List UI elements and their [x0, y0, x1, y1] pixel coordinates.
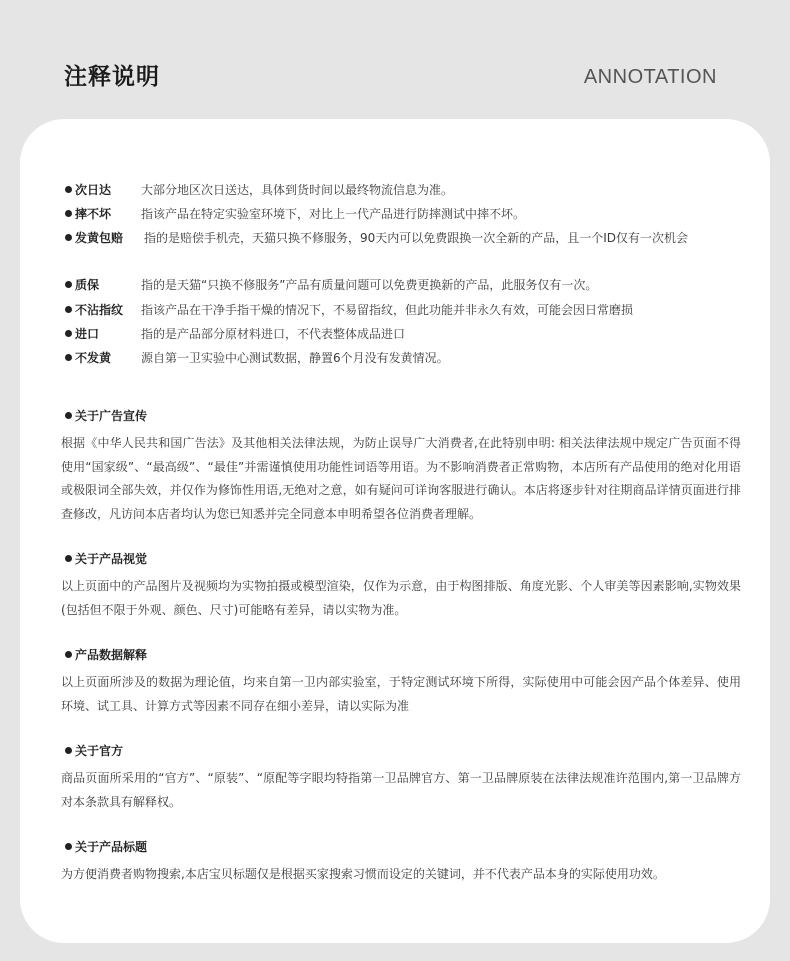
- bullet-icon: [65, 412, 72, 419]
- section-text: 为方便消费者购物搜索,本店宝贝标题仅是根据买家搜索习惯而设定的关键词，并不代表产品本身的实际使用功效。: [61, 867, 665, 881]
- bullet-icon: [65, 747, 72, 754]
- term-desc: 指的是产品部分原材料进口，不代表整体成品进口: [141, 327, 406, 341]
- section-title: 关于广告宣传: [65, 406, 741, 426]
- term-name: 进口: [65, 324, 99, 344]
- section-text: 根据《中华人民共和国广告法》及其他相关法律法规，为防止误导广大消费者,在此特别申明: 相关法律法规中规定广告页面不得使用“国家级”、“最高级”、“最佳”并需谨慎使用功能性词语等用语。为不影响消费者正常购物，本店所有产品使用的绝对化用语或极限词全部失效，并仅作为修饰性用语,无绝对之意，如有疑问可详询客服进行确认。本店将逐步针对往期商品详情页面进行排查修改，凡访问本店者均认为您已知悉并完全同意本申明希望各位消费者理解。: [61, 436, 741, 521]
- bullet-icon: [65, 354, 72, 361]
- term-desc: 源自第一卫实验中心测试数据，静置6个月没有发黄情况。: [141, 351, 449, 365]
- section-title: 关于产品视觉: [65, 549, 741, 569]
- section-text: 以上页面所涉及的数据为理论值，均来自第一卫内部实验室，于特定测试环境下所得，实际使用中可能会因产品个体差异、使用环境、试工具、计算方式等因素不同存在细小差异，请以实际为准: [61, 675, 741, 713]
- section-product-data: [61, 645, 741, 718]
- term-desc: 指的是天猫“只换不修服务”产品有质量问题可以免费更换新的产品，此服务仅有一次。: [141, 278, 598, 292]
- section-title: 产品数据解释: [65, 645, 741, 665]
- bullet-icon: [65, 306, 72, 313]
- bullet-icon: [65, 281, 72, 288]
- term-name: 次日达: [65, 180, 111, 200]
- term-name: 质保: [65, 275, 99, 295]
- bullet-icon: [65, 186, 72, 193]
- section-title: 关于产品标题: [65, 837, 741, 857]
- section-product-title: [61, 837, 741, 887]
- section-text: 以上页面中的产品图片及视频均为实物拍摄或模型渲染，仅作为示意，由于构图排版、角度光影、个人审美等因素影响,实物效果(包括但不限于外观、颜色、尺寸)可能略有差异，请以实物为准。: [61, 579, 741, 617]
- section-official: [61, 741, 741, 814]
- bullet-icon: [65, 843, 72, 850]
- bullet-icon: [65, 555, 72, 562]
- bullet-icon: [65, 210, 72, 217]
- section-title: 关于官方: [65, 741, 741, 761]
- term-desc: 大部分地区次日送达，具体到货时间以最终物流信息为准。: [141, 183, 454, 197]
- bullet-icon: [65, 330, 72, 337]
- term-name: 摔不坏: [65, 204, 111, 224]
- section-product-visual: [61, 549, 741, 622]
- term-desc: 指的是赔偿手机壳，天猫只换不修服务，90天内可以免费跟换一次全新的产品，且一个ID仅有一次机会: [144, 231, 689, 245]
- annotation-card: [20, 119, 770, 943]
- term-name: 不沾指纹: [65, 300, 123, 320]
- page-subtitle: ANNOTATION: [583, 66, 717, 88]
- bullet-icon: [65, 651, 72, 658]
- term-name: 发黄包赔: [65, 228, 123, 248]
- page-title: 注释说明: [64, 64, 160, 90]
- section-advertising: [61, 406, 741, 526]
- term-desc: 指该产品在干净手指干燥的情况下，不易留指纹，但此功能并非永久有效，可能会因日常磨损: [141, 303, 634, 317]
- term-desc: 指该产品在特定实验室环境下，对比上一代产品进行防摔测试中摔不坏。: [141, 207, 526, 221]
- bullet-icon: [65, 234, 72, 241]
- section-text: 商品页面所采用的“官方”、“原装”、“原配等字眼均特指第一卫品牌官方、第一卫品牌原装在法律法规准许范围内,第一卫品牌方对本条款具有解释权。: [61, 771, 741, 809]
- term-name: 不发黄: [65, 348, 111, 368]
